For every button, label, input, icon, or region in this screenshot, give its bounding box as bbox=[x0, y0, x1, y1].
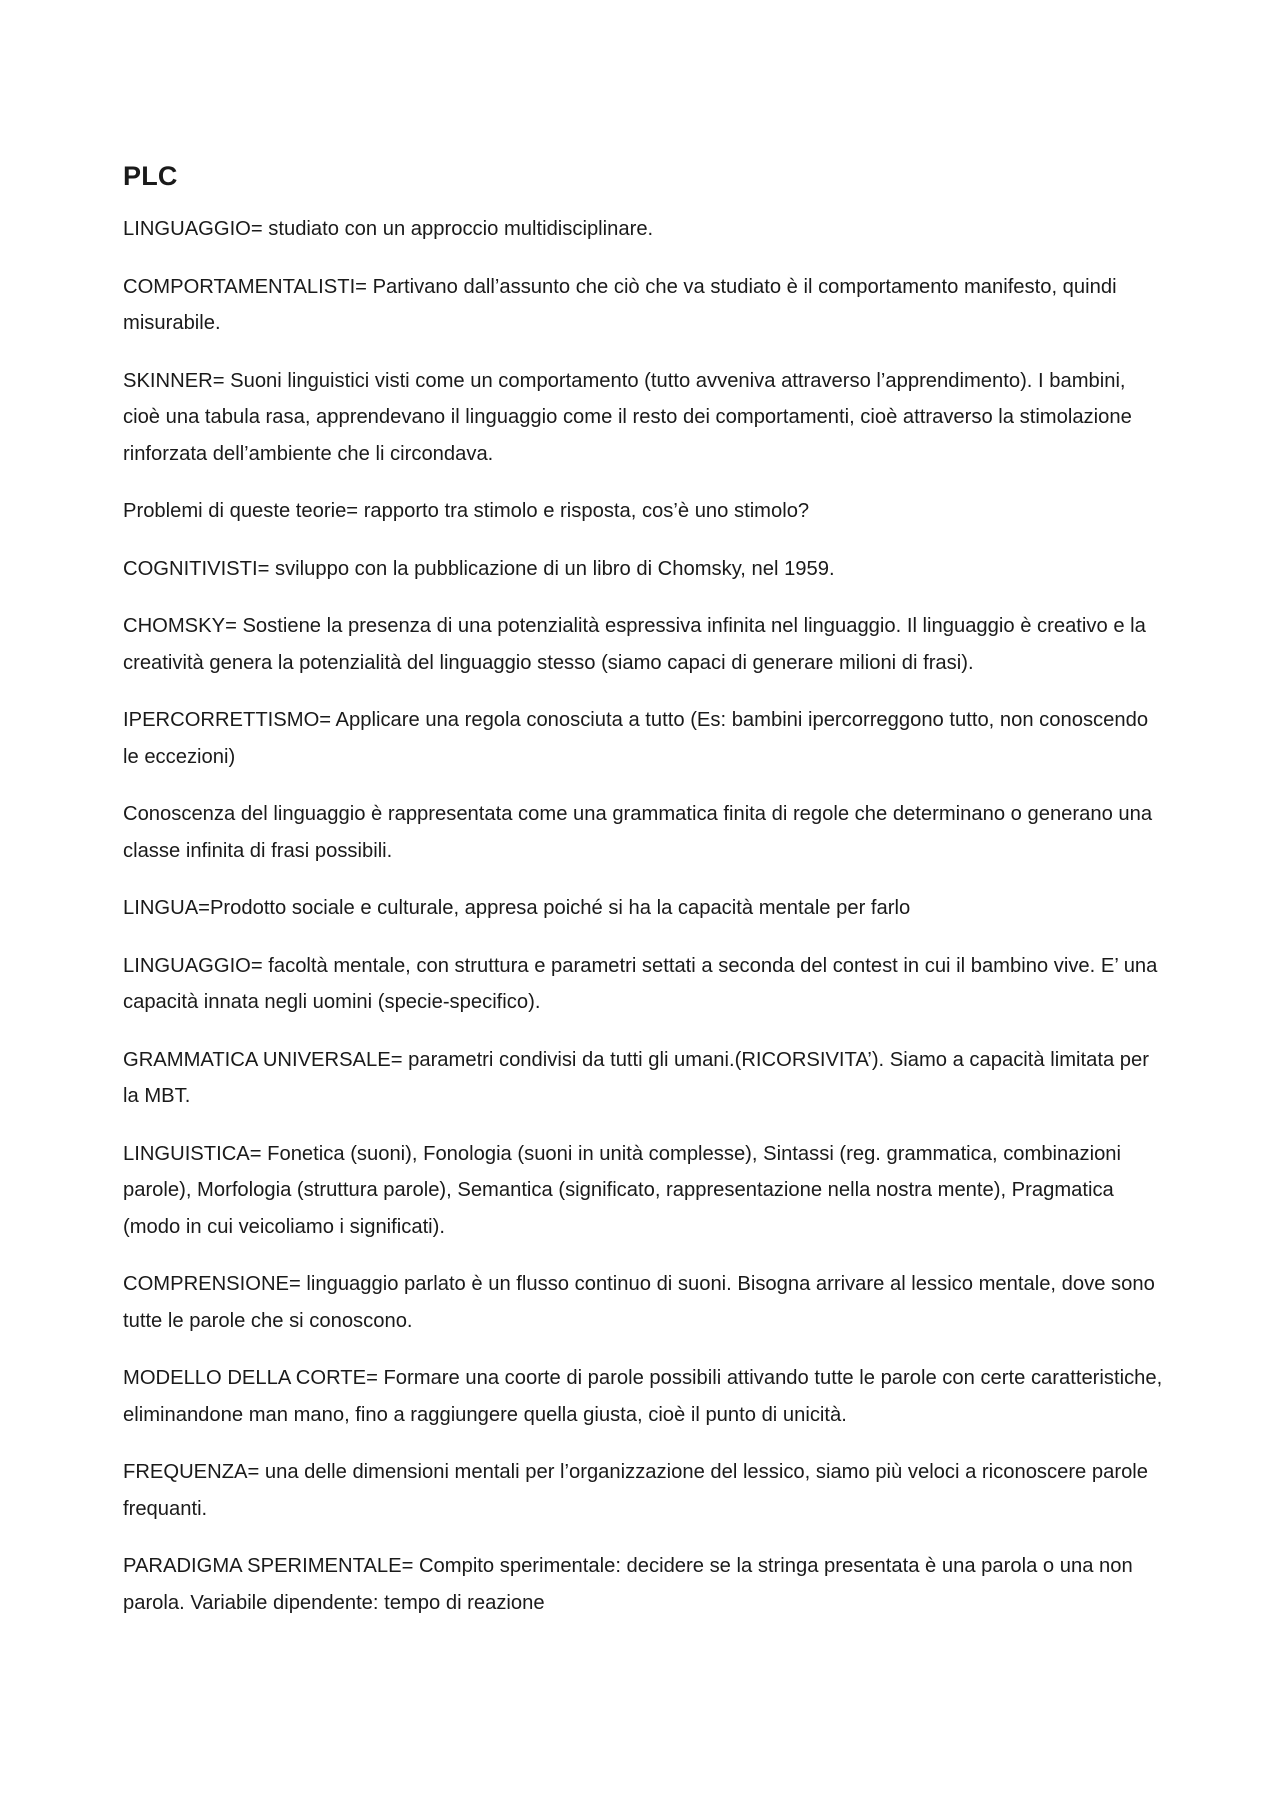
paragraph-conoscenza: Conoscenza del linguaggio è rappresentata come una grammatica finita di regole che determinano o generano una classe infinita di frasi possibili. bbox=[123, 803, 1153, 862]
paragraph-comportamentalisti: COMPORTAMENTALISTI= Partivano dall’assunto che ciò che va studiato è il comportamento manifesto, quindi misurabile. bbox=[123, 275, 1117, 334]
paragraph-skinner: SKINNER= Suoni linguistici visti come un comportamento (tutto avveniva attraverso l’apprendimento). I bambini, cioè una tabula rasa, apprendevano il linguaggio come il resto dei comportamenti, cioè attraverso la stimolazione rinforzata dell’ambiente che li circondava. bbox=[123, 369, 1132, 465]
paragraph-frequenza: FREQUENZA= una delle dimensioni mentali per l’organizzazione del lessico, siamo più veloci a riconoscere parole frequanti. bbox=[123, 1461, 1149, 1520]
paragraph-lingua: LINGUA=Prodotto sociale e culturale, appresa poiché si ha la capacità mentale per farlo bbox=[123, 897, 911, 919]
paragraph-paradigma-sperimentale: PARADIGMA SPERIMENTALE= Compito sperimentale: decidere se la stringa presentata è una parola o una non parola. Variabile dipendente: tempo di reazione bbox=[123, 1555, 1133, 1614]
paragraph-linguistica: LINGUISTICA= Fonetica (suoni), Fonologia (suoni in unità complesse), Sintassi (reg. grammatica, combinazioni parole), Morfologia (struttura parole), Semantica (significato, rappresentazione nella nostra mente), Pragmatica (modo in cui veicoliamo i significati). bbox=[123, 1142, 1122, 1238]
paragraph-problemi: Problemi di queste teorie= rapporto tra stimolo e risposta, cos’è uno stimolo? bbox=[123, 500, 810, 522]
paragraph-grammatica-universale: GRAMMATICA UNIVERSALE= parametri condivisi da tutti gli umani.(RICORSIVITA’). Siamo a capacità limitata per la MBT. bbox=[123, 1048, 1149, 1107]
paragraph-linguaggio: LINGUAGGIO= studiato con un approccio multidisciplinare. bbox=[123, 218, 654, 240]
paragraph-chomsky: CHOMSKY= Sostiene la presenza di una potenzialità espressiva infinita nel linguaggio. Il linguaggio è creativo e la creatività genera la potenzialità del linguaggio stesso (siamo capaci di generare milioni di frasi). bbox=[123, 615, 1146, 674]
paragraph-ipercorrettismo: IPERCORRETTISMO= Applicare una regola conosciuta a tutto (Es: bambini ipercorreggono tutto, non conoscendo le eccezioni) bbox=[123, 709, 1149, 768]
paragraph-linguaggio-facolta: LINGUAGGIO= facoltà mentale, con struttura e parametri settati a seconda del contest in cui il bambino vive. E’ una capacità innata negli uomini (specie-specifico). bbox=[123, 954, 1158, 1013]
paragraph-cognitivisti: COGNITIVISTI= sviluppo con la pubblicazione di un libro di Chomsky, nel 1959. bbox=[123, 557, 835, 580]
paragraph-comprensione: COMPRENSIONE= linguaggio parlato è un flusso continuo di suoni. Bisogna arrivare al lessico mentale, dove sono tutte le parole che si conoscono. bbox=[123, 1273, 1155, 1332]
page-title: PLC bbox=[123, 161, 178, 191]
paragraph-modello-della-corte: MODELLO DELLA CORTE= Formare una coorte di parole possibili attivando tutte le parole con certe caratteristiche, eliminandone man mano, fino a raggiungere quella giusta, cioè il punto di unicità. bbox=[123, 1367, 1163, 1426]
